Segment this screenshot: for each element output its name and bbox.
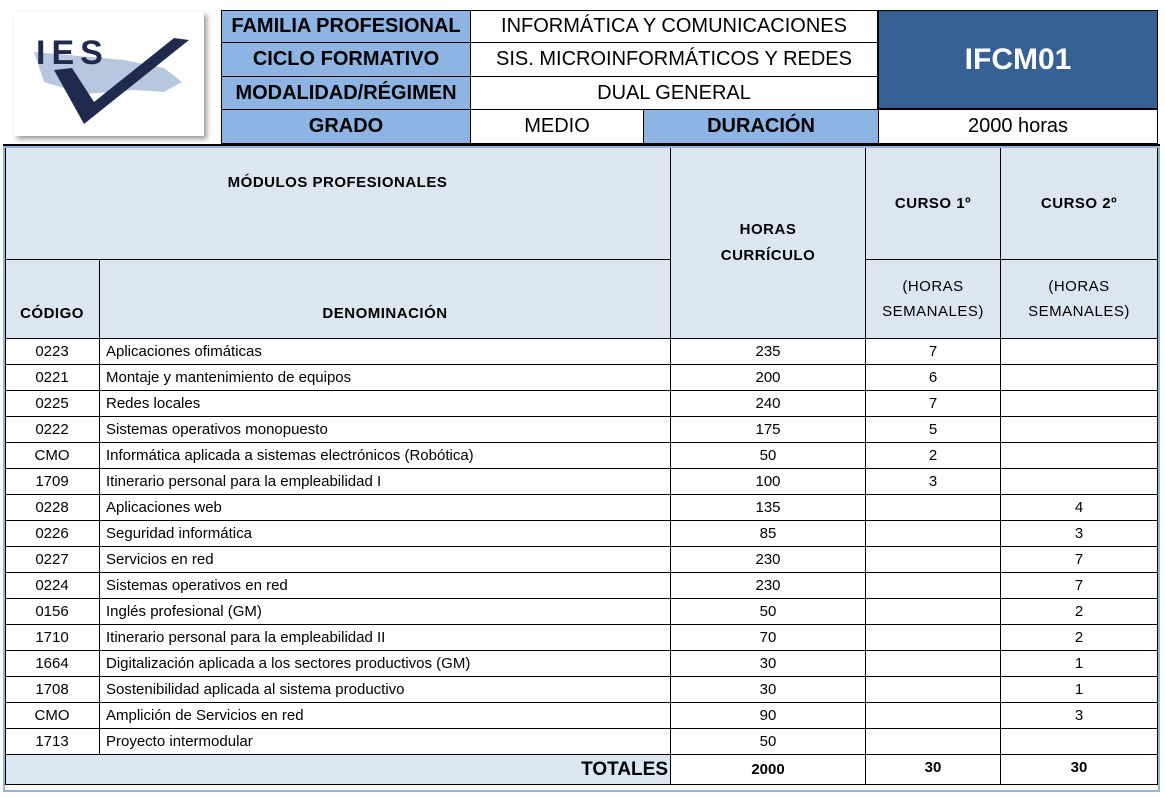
row-horas: 230 (671, 573, 866, 599)
row-curso1 (866, 495, 1001, 521)
row-horas: 230 (671, 547, 866, 573)
familia-label: FAMILIA PROFESIONAL (221, 10, 471, 43)
row-curso1: 7 (866, 391, 1001, 417)
row-codigo: 1708 (5, 677, 100, 703)
duracion-value: 2000 horas (878, 109, 1158, 144)
row-horas: 50 (671, 443, 866, 469)
curso1-semanales-line2: SEMANALES) (882, 303, 984, 320)
row-denominacion: Servicios en red (100, 547, 671, 573)
row-denominacion: Sistemas operativos monopuesto (100, 417, 671, 443)
row-denominacion: Seguridad informática (100, 521, 671, 547)
row-curso2 (1001, 365, 1158, 391)
row-horas: 30 (671, 677, 866, 703)
curso1-semanales-line1: (HORAS (902, 278, 964, 295)
row-horas: 200 (671, 365, 866, 391)
modalidad-label: MODALIDAD/RÉGIMEN (221, 76, 471, 110)
row-curso2: 2 (1001, 599, 1158, 625)
row-codigo: 0222 (5, 417, 100, 443)
ies-logo-graphic (14, 12, 204, 136)
row-denominacion: Aplicaciones web (100, 495, 671, 521)
row-denominacion: Proyecto intermodular (100, 729, 671, 755)
table-left-border (5, 148, 6, 785)
grado-value: MEDIO (470, 109, 644, 144)
row-codigo: 0156 (5, 599, 100, 625)
row-denominacion: Sistemas operativos en red (100, 573, 671, 599)
row-curso2 (1001, 417, 1158, 443)
row-curso1 (866, 599, 1001, 625)
row-denominacion: Informática aplicada a sistemas electrónicos (Robótica) (100, 443, 671, 469)
cycle-code: IFCM01 (878, 10, 1158, 109)
row-codigo: 1710 (5, 625, 100, 651)
ies-logo (14, 12, 204, 136)
row-codigo: 0224 (5, 573, 100, 599)
totals-label: TOTALES (5, 755, 671, 785)
row-denominacion: Aplicaciones ofimáticas (100, 339, 671, 365)
row-codigo: 0227 (5, 547, 100, 573)
row-horas: 90 (671, 703, 866, 729)
row-horas: 70 (671, 625, 866, 651)
horas-curriculo-header (671, 148, 866, 339)
ciclo-value: SIS. MICROINFORMÁTICOS Y REDES (470, 42, 878, 77)
logo-text: IES (36, 34, 109, 72)
row-curso2 (1001, 391, 1158, 417)
row-curso2: 7 (1001, 547, 1158, 573)
row-codigo: 1713 (5, 729, 100, 755)
familia-value: INFORMÁTICA Y COMUNICACIONES (470, 10, 878, 43)
row-codigo: 0223 (5, 339, 100, 365)
ciclo-label: CICLO FORMATIVO (221, 42, 471, 77)
denominacion-header: DENOMINACIÓN (100, 260, 671, 339)
row-curso1: 2 (866, 443, 1001, 469)
row-curso2: 7 (1001, 573, 1158, 599)
row-curso1: 6 (866, 365, 1001, 391)
totals-horas: 2000 (671, 755, 866, 785)
row-curso1 (866, 651, 1001, 677)
row-curso1 (866, 729, 1001, 755)
row-horas: 100 (671, 469, 866, 495)
row-codigo: 1709 (5, 469, 100, 495)
row-codigo: CMO (5, 443, 100, 469)
row-horas: 175 (671, 417, 866, 443)
row-curso2: 3 (1001, 703, 1158, 729)
row-codigo: 0225 (5, 391, 100, 417)
row-curso1 (866, 573, 1001, 599)
modalidad-value: DUAL GENERAL (470, 76, 878, 110)
row-curso1 (866, 521, 1001, 547)
curso1-semanales (866, 260, 1001, 339)
row-curso2 (1001, 729, 1158, 755)
curso2-semanales-line2: SEMANALES) (1028, 303, 1130, 320)
row-denominacion: Amplición de Servicios en red (100, 703, 671, 729)
totals-curso2: 30 (1001, 755, 1158, 785)
curso2-header: CURSO 2º (1001, 148, 1158, 260)
row-codigo: CMO (5, 703, 100, 729)
row-curso2 (1001, 339, 1158, 365)
row-curso2: 1 (1001, 651, 1158, 677)
row-denominacion: Redes locales (100, 391, 671, 417)
row-curso2 (1001, 443, 1158, 469)
row-curso1: 3 (866, 469, 1001, 495)
row-denominacion: Itinerario personal para la empleabilidad I (100, 469, 671, 495)
row-curso1 (866, 547, 1001, 573)
row-denominacion: Sostenibilidad aplicada al sistema productivo (100, 677, 671, 703)
row-horas: 85 (671, 521, 866, 547)
row-curso1 (866, 703, 1001, 729)
row-curso2: 3 (1001, 521, 1158, 547)
modulos-header: MÓDULOS PROFESIONALES (5, 148, 671, 260)
codigo-header: CÓDIGO (5, 260, 100, 339)
row-denominacion: Montaje y mantenimiento de equipos (100, 365, 671, 391)
row-codigo: 1664 (5, 651, 100, 677)
row-curso2: 4 (1001, 495, 1158, 521)
row-codigo: 0221 (5, 365, 100, 391)
totals-curso1: 30 (866, 755, 1001, 785)
row-curso1: 5 (866, 417, 1001, 443)
row-curso2: 2 (1001, 625, 1158, 651)
row-codigo: 0228 (5, 495, 100, 521)
horas-header-line2: CURRÍCULO (720, 247, 816, 264)
row-horas: 240 (671, 391, 866, 417)
curso2-semanales (1001, 260, 1158, 339)
row-horas: 235 (671, 339, 866, 365)
row-horas: 50 (671, 599, 866, 625)
row-denominacion: Digitalización aplicada a los sectores productivos (GM) (100, 651, 671, 677)
horas-header-line1: HORAS (739, 221, 797, 238)
curso1-header: CURSO 1º (866, 148, 1001, 260)
row-codigo: 0226 (5, 521, 100, 547)
row-horas: 135 (671, 495, 866, 521)
grado-label: GRADO (221, 109, 471, 144)
duracion-label: DURACIÓN (643, 109, 879, 144)
curso2-semanales-line1: (HORAS (1048, 278, 1110, 295)
row-curso2 (1001, 469, 1158, 495)
row-horas: 50 (671, 729, 866, 755)
row-horas: 30 (671, 651, 866, 677)
row-curso1 (866, 677, 1001, 703)
row-denominacion: Inglés profesional (GM) (100, 599, 671, 625)
row-curso1 (866, 625, 1001, 651)
row-curso1: 7 (866, 339, 1001, 365)
row-curso2: 1 (1001, 677, 1158, 703)
row-denominacion: Itinerario personal para la empleabilidad II (100, 625, 671, 651)
